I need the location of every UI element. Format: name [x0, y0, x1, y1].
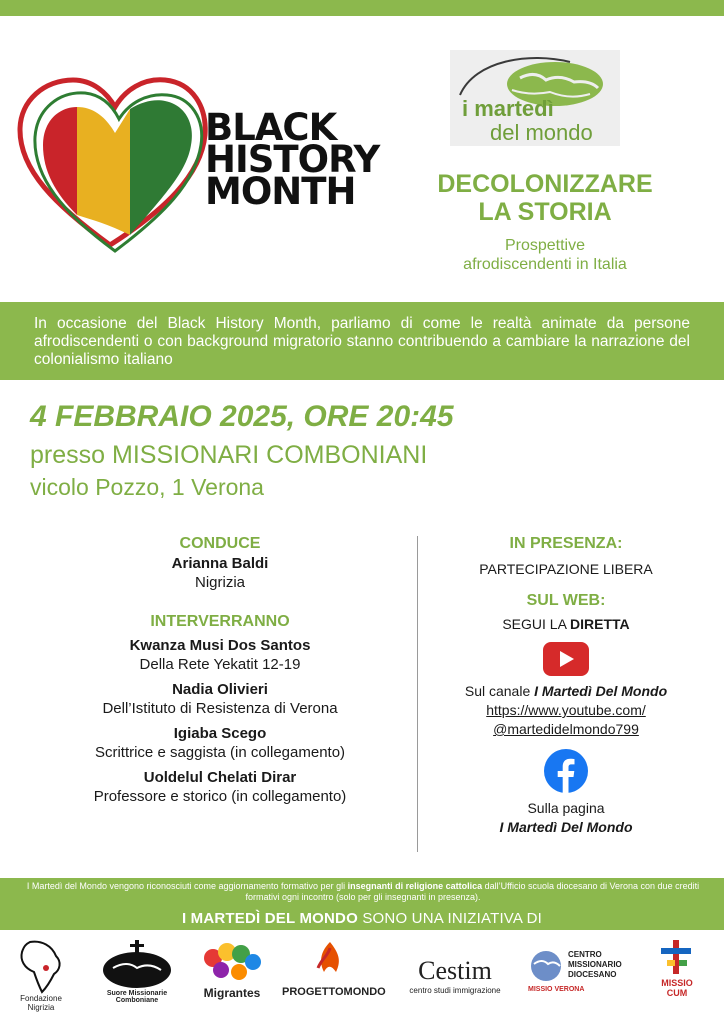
- initiative-rest: SONO UNA INIZIATIVA DI: [357, 910, 543, 927]
- logo-text: Migrantes: [203, 986, 261, 1000]
- web-text: [430, 615, 702, 634]
- flame-icon: [310, 938, 350, 978]
- bhm-word-1: BLACK: [205, 106, 337, 149]
- title-line-2: LA STORIA: [478, 198, 612, 226]
- logo-cestim: [394, 938, 516, 995]
- initiative-heading: [0, 910, 724, 927]
- logo-missio-cum: [644, 938, 710, 998]
- youtube-icon[interactable]: [543, 642, 589, 676]
- hands-icon: [199, 938, 265, 986]
- venue-name: MISSIONARI COMBONIANI: [112, 441, 428, 469]
- interverranno-label: INTERVERRANNO: [150, 613, 290, 630]
- note-part-c: dall’Ufficio scuola diocesano di Verona con due crediti formativi ogni incontro (solo per gli insegnanti in presenza).: [245, 881, 700, 902]
- event-address: vicolo Pozzo, 1 Verona: [30, 474, 264, 500]
- logo-text: MISSIO: [661, 978, 693, 988]
- note-part-a: I Martedì del Mondo vengono riconosciuti come aggiornamento formativo per gli: [26, 881, 348, 891]
- event-venue: [30, 441, 427, 470]
- web-text-prefix: SEGUI LA: [502, 616, 571, 632]
- intro-text: In occasione del Black History Month, parliamo di come le realtà animate da persone afrodiscendenti o con background migratorio stanno contribuendo a cambiare la narrazione del colonialismo italiano: [34, 315, 690, 368]
- speakers-column: [30, 534, 410, 812]
- web-label: SUL WEB:: [526, 592, 606, 609]
- martedi-logo-line2: del mondo: [490, 120, 593, 145]
- host-name: Arianna Baldi: [171, 555, 269, 572]
- logo-centro-missionario: [528, 938, 634, 993]
- speaker-role: Scrittrice e saggista (in collegamento): [94, 744, 346, 761]
- host-role: Nigrizia: [194, 574, 245, 591]
- presence-text: PARTECIPAZIONE LIBERA: [479, 561, 653, 577]
- martedi-logo-line1: i martedì: [462, 96, 554, 121]
- conduce-label: CONDUCE: [179, 535, 261, 552]
- logo-text: MISSIO VERONA: [528, 986, 585, 993]
- attendance-column: [430, 534, 702, 837]
- logo-migrantes: [196, 938, 268, 1000]
- youtube-channel-text: [430, 682, 702, 701]
- footer-note: [18, 881, 708, 903]
- title-line-1: DECOLONIZZARE: [437, 170, 653, 198]
- bhm-logo-text: [205, 106, 380, 213]
- speaker-role: Professore e storico (in collegamento): [93, 788, 347, 805]
- logo-fondazione-nigrizia: [8, 938, 74, 1012]
- note-part-b: insegnanti di religione cattolica: [347, 881, 483, 891]
- speaker-name: Kwanza Musi Dos Santos: [129, 637, 311, 654]
- bhm-word-3: MONTH: [205, 170, 356, 213]
- logo-text: Cestim: [418, 956, 492, 985]
- event-title: [400, 170, 690, 226]
- africa-icon: [16, 938, 66, 994]
- speaker-name: Nadia Olivieri: [172, 681, 268, 698]
- facebook-page-name: I Martedì Del Mondo: [499, 819, 633, 835]
- logo-text: Fondazione: [20, 994, 62, 1003]
- logo-text: Nigrizia: [27, 1003, 55, 1012]
- speaker-role: Dell’Istituto di Resistenza di Verona: [102, 700, 338, 717]
- facebook-icon[interactable]: [544, 749, 588, 793]
- venue-prefix: presso: [30, 441, 106, 469]
- top-bar: [0, 0, 724, 16]
- web-text-bold: DIRETTA: [570, 616, 630, 632]
- speaker-name: Igiaba Scego: [173, 725, 267, 742]
- initiative-bold: I MARTEDÌ DEL MONDO: [181, 910, 358, 927]
- speaker-name: Uoldelul Chelati Dirar: [143, 769, 297, 786]
- yt-channel-name: I Martedì Del Mondo: [534, 683, 668, 699]
- facebook-text: Sulla pagina: [527, 800, 605, 816]
- yt-link-line-2[interactable]: @martedidelmondo799: [493, 721, 639, 737]
- logo-text: Suore Missionarie Comboniane: [106, 990, 168, 1004]
- logo-text: PROGETTOMONDO: [282, 986, 386, 998]
- event-date: 4 FEBBRAIO 2025, ORE 20:45: [30, 400, 454, 433]
- presence-label: IN PRESENZA:: [509, 535, 623, 552]
- yt-prefix: Sul canale: [464, 683, 535, 699]
- globe-cross-icon: [97, 938, 177, 990]
- logo-text: MISSIONARIO: [568, 960, 622, 969]
- globe-icon: [528, 948, 564, 984]
- logo-text: CUM: [666, 988, 688, 998]
- logo-text: CENTRO: [568, 950, 602, 959]
- column-divider: [417, 536, 418, 852]
- subtitle-line-1: Prospettive: [504, 237, 586, 254]
- subtitle-line-2: afrodiscendenti in Italia: [463, 256, 627, 273]
- yt-link-line-1[interactable]: https://www.youtube.com/: [486, 702, 646, 718]
- logo-suore-comboniane: [92, 938, 182, 1004]
- youtube-link[interactable]: [430, 701, 702, 739]
- event-subtitle: [400, 236, 690, 274]
- logo-text: DIOCESANO: [568, 970, 617, 979]
- logo-text: centro studi immigrazione: [409, 986, 501, 995]
- logo-progettomondo: [282, 938, 386, 998]
- cross-icon: [657, 938, 697, 978]
- speaker-role: Della Rete Yekatit 12-19: [139, 656, 301, 673]
- bhm-word-2: HISTORY: [205, 138, 380, 181]
